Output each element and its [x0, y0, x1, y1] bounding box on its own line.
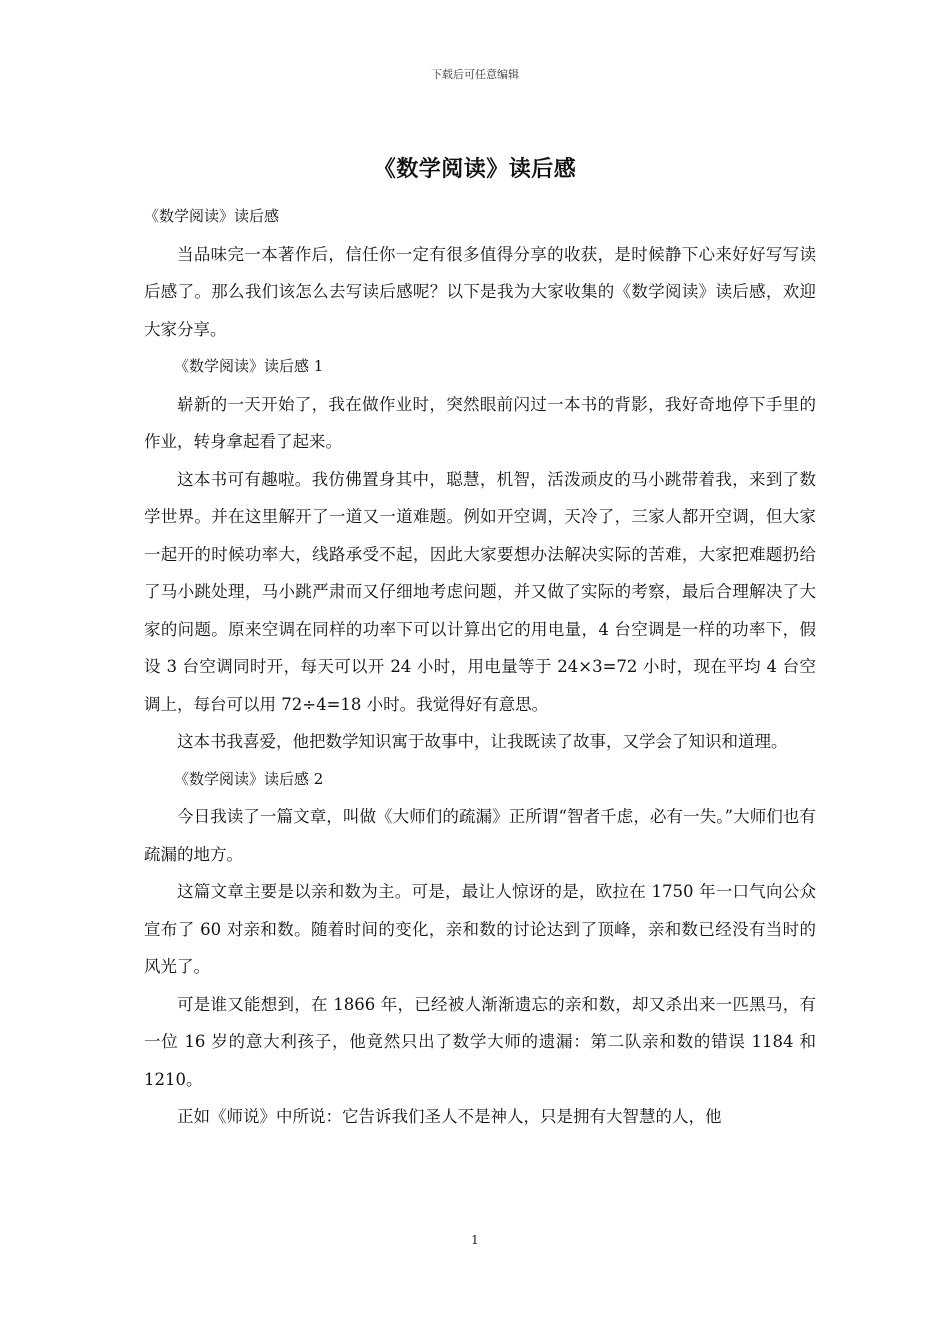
paragraph: 可是谁又能想到，在 1866 年，已经被人渐渐遗忘的亲和数，却又杀出来一匹黑马，有一位 16 岁的意大利孩子，他竟然只出了数学大师的遗漏：第二队亲和数的错误 1184 和 1210。 [144, 994, 816, 1089]
paragraph: 这本书可有趣啦。我仿佛置身其中，聪慧，机智，活泼顽皮的马小跳带着我，来到了数学世界。并在这里解开了一道又一道难题。例如开空调，天冷了，三家人都开空调，但大家一起开的时候功率大，线路承受不起，因此大家要想办法解决实际的苦难，大家把难题扔给了马小跳处理，马小跳严肃而又仔细地考虑问题，并又做了实际的考察，最后合理解决了大家的问题。原来空调在同样的功率下可以计算出它的用电量，4 台空调是一样的功率下，假设 3 台空调同时开，每天可以开 24 小时，用电量等于 24×3=72 小时，现在平均 4 台空调上，每台可以用 72÷4=18 小时。我觉得好有意思。 [144, 469, 816, 714]
document-body [144, 198, 816, 1136]
paragraph: 这本书我喜爱，他把数学知识寓于故事中，让我既读了故事，又学会了知识和道理。 [177, 732, 788, 751]
paragraph: 正如《师说》中所说：它告诉我们圣人不是神人，只是拥有大智慧的人，他 [177, 1107, 722, 1126]
section-heading: 《数学阅读》读后感 2 [174, 769, 324, 788]
header-note: 下载后可任意编辑 [431, 68, 519, 81]
paragraph: 这篇文章主要是以亲和数为主。可是，最让人惊讶的是，欧拉在 1750 年一口气向公众宣布了 60 对亲和数。随着时间的变化，亲和数的讨论达到了顶峰，亲和数已经没有当时的风光了。 [144, 882, 816, 976]
paragraph: 《数学阅读》读后感 [144, 207, 280, 225]
paragraph: 今日我读了一篇文章，叫做《大师们的疏漏》正所谓“智者千虑，必有一失。”大师们也有疏漏的地方。 [144, 807, 816, 864]
paragraph: 当品味完一本著作后，信任你一定有很多值得分享的收获，是时候静下心来好好写写读后感了。那么我们该怎么去写读后感呢？以下是我为大家收集的《数学阅读》读后感，欢迎大家分享。 [144, 244, 816, 339]
document-title: 《数学阅读》读后感 [373, 156, 577, 182]
paragraph: 崭新的一天开始了，我在做作业时，突然眼前闪过一本书的背影，我好奇地停下手里的作业，转身拿起看了起来。 [144, 394, 816, 451]
page-number: 1 [471, 1233, 479, 1247]
section-heading: 《数学阅读》读后感 1 [174, 357, 324, 375]
